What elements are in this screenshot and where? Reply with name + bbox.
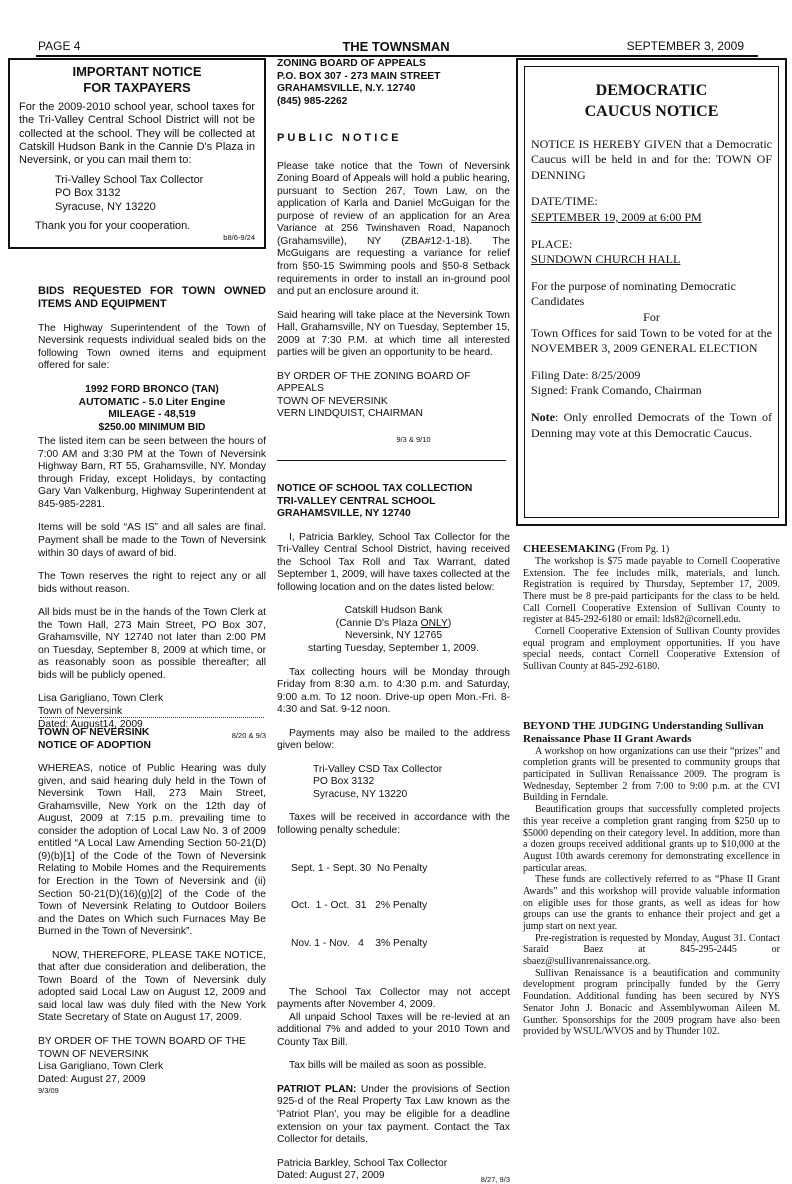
- school-tax-title-2: TRI-VALLEY CENTRAL SCHOOL: [277, 495, 436, 507]
- cheesemaking-article: [523, 543, 780, 673]
- school-tax-addr-3: Syracuse, NY 13220: [313, 788, 408, 800]
- caucus-notice: [524, 66, 779, 518]
- schedule-row: Nov. 1 - Nov. 4 3% Penalty: [291, 937, 428, 949]
- column-1: [19, 58, 266, 249]
- school-tax-addr-2: PO Box 3132: [313, 776, 375, 788]
- adoption-p2: NOW, THEREFORE, PLEASE TAKE NOTICE, that after due consideration and deliberation, the Town Board of the Town of Neversink duly adopted said Local Law on August 12, 2009 and said local law was duly filed with the New York State Secretary of State on August 17, 2009.: [38, 949, 266, 1024]
- school-tax-sig-1: Patricia Barkley, School Tax Collector: [277, 1157, 448, 1169]
- judging-article: [523, 720, 780, 1038]
- school-tax-sig-2: Dated: August 27, 2009: [277, 1170, 385, 1182]
- cheese-heading: CHEESEMAKING (From Pg. 1): [523, 543, 670, 555]
- adoption-sig-2: Lisa Garigliano, Town Clerk: [38, 1061, 164, 1073]
- zoning-title: PUBLIC NOTICE: [277, 132, 402, 145]
- bids-item-3: MILEAGE - 48,519: [108, 409, 196, 421]
- caucus-p1: NOTICE IS HEREBY GIVEN that a Democratic Caucus will be held in and for the: TOWN OF DENNING: [531, 136, 772, 182]
- school-tax-loc-3: Neversink, NY 12765: [344, 630, 443, 642]
- separator-rule: [277, 460, 506, 461]
- school-tax-loc-4: starting Tuesday, September 1, 2009.: [308, 643, 479, 655]
- bids-sig-2: Town of Neversink: [38, 706, 123, 718]
- judging-p3: These funds are collectively referred to as “Phase II Grant Awards” and this workshop will provide valuable information on eligible uses for those grants, as well as ideas for how groups can use the grants to enhance their project and get a jump start on next year.: [523, 874, 780, 933]
- school-tax-p2: Tax collecting hours will be Monday through Friday from 8:30 a.m. to 4:30 p.m. and Saturday, 9:00 a.m. To 12 noon. Drive-up open Mon.-Fri. 8-4:30 and Sat. 9-12 noon.: [277, 666, 510, 716]
- zoning-header-3: GRAHAMSVILLE, N.Y. 12740: [277, 83, 416, 95]
- adoption-p1: WHEREAS, notice of Public Hearing was duly given, and said hearing duly held in the Town of Neversink Town Hall, 273 Main Street, Grahamsville, New York on the 12th day of August, 2009 at 7:15 p.m. prevailing time to consider the adoption of Local Law No. 3 of 2009 entitled “A Local Law Amending Section 50-21(D)(9)(b)[1] of the Code of the Town of Neversink Relating to Mobile Homes and the Requirements for Erection in the Town of Neversink and (ii) Section 50-21(D)(16)(g)[2] of the Code of the Town of Neversink Relating to Outdoor Boilers and the Dates on Which such Furnaces May Be Burned in the Town of Neversink”.: [38, 763, 266, 938]
- bids-sig-1: Lisa Garigliano, Town Clerk: [38, 693, 164, 705]
- zoning-p2: Said hearing will take place at the Neversink Town Hall, Grahamsville, NY on Tuesday, September 15, 2009 at 7:30 P.M. at which time all interested parties will be given an opportunity to be heard.: [277, 309, 510, 359]
- caucus-dt-label: DATE/TIME:: [531, 194, 598, 209]
- schedule-row: Sept. 1 - Sept. 30 No Penalty: [291, 862, 428, 874]
- taxpayers-addr-3: Syracuse, NY 13220: [55, 200, 156, 213]
- school-tax-addr-1: Tri-Valley CSD Tax Collector: [313, 763, 443, 775]
- patriot-plan: PATRIOT PLAN: Under the provisions of Section 925-d of the Real Property Tax Law known as the 'Patriot Plan', you may be eligible for a deadline extension on your tax payment. Contact the Tax Collector for details.: [277, 1083, 511, 1146]
- school-tax-p5: The School Tax Collector may not accept payments after November 4, 2009.: [277, 986, 510, 1011]
- bids-p2: Items will be sold “AS IS” and all sales are final. Payment shall be made to the Town of Neversink within 30 days of award of bid.: [38, 522, 266, 559]
- caucus-filing: Filing Date: 8/25/2009: [531, 367, 641, 382]
- taxpayers-title-2: FOR TAXPAYERS: [83, 79, 191, 95]
- caucus-note: Note: Only enrolled Democrats of the Town of Denning may vote at this Democratic Caucus.: [531, 409, 772, 440]
- bids-title: BIDS REQUESTED FOR TOWN OWNED ITEMS AND EQUIPMENT: [38, 285, 266, 311]
- school-tax-p3: Payments may also be mailed to the address given below:: [277, 727, 510, 752]
- zoning-code: 9/3 & 9/10: [396, 434, 431, 444]
- zoning-notice: [277, 58, 510, 444]
- cheese-p2: Cornell Cooperative Extension of Sullivan County provides equal program and employment opportunities. If you have special needs, contact Cornell Cooperative Extension of Sullivan County at 845-292-6180.: [523, 625, 780, 673]
- taxpayers-thanks: Thank you for your cooperation.: [35, 219, 191, 232]
- judging-p2: Beautification groups that successfully completed projects this year receive a completion grant ranging from $250 up to $5000 depending on their category level. In addition, more than a dozen groups received additional grants up to $10,000 at the August 10th awards ceremony for demonstrating excellence in particular areas.: [523, 804, 780, 874]
- school-tax-p7: Tax bills will be mailed as soon as possible.: [289, 1060, 487, 1072]
- school-tax-notice: [277, 483, 510, 1184]
- bids-intro: The Highway Superintendent of the Town of Neversink requests individual sealed bids on the following Town owned items and equipment offered for sale:: [38, 322, 266, 372]
- judging-title: BEYOND THE JUDGING Understanding Sullivan Renaissance Phase II Grant Awards: [523, 720, 764, 745]
- school-tax-loc-1: Catskill Hudson Bank: [344, 605, 443, 617]
- bids-notice: [38, 285, 266, 740]
- caucus-signed: Signed: Frank Comando, Chairman: [531, 383, 702, 398]
- taxpayers-code: b8/6-9/24: [223, 233, 255, 243]
- school-tax-loc-2: (Cannie D's Plaza ONLY): [335, 617, 452, 629]
- caucus-place-label: PLACE:: [531, 236, 573, 251]
- caucus-p2: For the purpose of nominating Democratic Candidates: [531, 278, 736, 309]
- caucus-p2b: For: [643, 309, 660, 324]
- bids-item-2: AUTOMATIC - 5.0 Liter Engine: [78, 396, 226, 408]
- school-tax-p6: All unpaid School Taxes will be re-levied at an additional 7% and added to your 2010 Town and County Tax Bill.: [277, 1011, 510, 1048]
- zoning-p1: Please take notice that the Town of Neversink Zoning Board of Appeals will hold a public hearing, pursuant to Section 267, Town Law, on the application of Karla and Daniel McGuigan for the purpose of review of an application for an Area Variance at 256 Twinshaven Road, Napanoch (Grahamsville), NY (ZBA#12-1-18). The McGuigans are requesting a variance for relief from §50-15 Swimming pools and §50-8 Setback requirements in order to install an in-ground pool and put an enclosure around it.: [277, 160, 510, 298]
- taxpayers-addr-1: Tri-Valley School Tax Collector: [55, 173, 204, 186]
- zoning-header-4: (845) 985-2262: [277, 95, 348, 107]
- taxpayers-body: For the 2009-2010 school year, school taxes for the Tri-Valley Central School District will not be collected at the school. They will be collected at Catskill Hudson Bank in the Cannie D's Plaza in Neversink, or you can mail them to:: [19, 100, 255, 167]
- page-number: PAGE 4: [38, 39, 81, 53]
- taxpayers-notice: [8, 58, 266, 249]
- school-tax-title-3: GRAHAMSVILLE, NY 12740: [277, 508, 411, 520]
- schedule-row: Oct. 1 - Oct. 31 2% Penalty: [291, 900, 428, 912]
- taxpayers-addr-2: PO Box 3132: [55, 187, 121, 200]
- caucus-place-value: SUNDOWN CHURCH HALL: [531, 252, 681, 267]
- separator-dotted: [40, 717, 264, 718]
- zoning-header-1: ZONING BOARD OF APPEALS: [277, 58, 426, 69]
- zoning-sig-2: TOWN OF NEVERSINK: [277, 395, 388, 407]
- caucus-title-1: DEMOCRATIC: [595, 82, 708, 99]
- school-tax-p1: I, Patricia Barkley, School Tax Collector for the Tri-Valley Central School District, having received the School Tax Roll and Tax Warrant, dated September 1, 2009, will have taxes collected at the following location and on the dates listed below:: [277, 531, 510, 593]
- school-tax-title-1: NOTICE OF SCHOOL TAX COLLECTION: [277, 483, 473, 494]
- bids-item-1: 1992 FORD BRONCO (TAN): [85, 384, 219, 395]
- caucus-title-2: CAUCUS NOTICE: [584, 102, 719, 120]
- zoning-sig-3: VERN LINDQUIST, CHAIRMAN: [277, 408, 423, 420]
- judging-p5: Sullivan Renaissance is a beautification and community development program principally funded by the Gerry Foundation. Additional funding has been secured by NYS Senator John J. Bonacic and Assemblywoman Aileen M. Gunther. Sponsorships for the 2009 program have also been provided by WSUL/WVOS and by Thunder 102.: [523, 967, 780, 1038]
- adoption-code: 9/3/09: [38, 1086, 59, 1096]
- adoption-sig-1: BY ORDER OF THE TOWN BOARD OF THE TOWN OF NEVERSINK: [38, 1036, 246, 1060]
- bids-sig-3: Dated: August14, 2009: [38, 718, 143, 730]
- zoning-sig-1: BY ORDER OF THE ZONING BOARD OF APPEALS: [277, 370, 471, 395]
- taxpayers-title-1: IMPORTANT NOTICE: [72, 64, 202, 79]
- caucus-dt-value: SEPTEMBER 19, 2009 at 6:00 PM: [531, 209, 702, 224]
- adoption-notice: [38, 727, 266, 1095]
- judging-p4: Pre-registration is requested by Monday, August 31. Contact Saraid Baez at 845-295-2445 or sbaez@sullivanrenaissance.org.: [523, 932, 780, 968]
- school-tax-code: 8/27, 9/3: [480, 1174, 510, 1184]
- bids-item-4: $250.00 MINIMUM BID: [98, 421, 206, 433]
- adoption-title-1: TOWN OF NEVERSINK: [38, 727, 150, 738]
- header-rule: [36, 55, 758, 57]
- adoption-title-2: NOTICE OF ADOPTION: [38, 739, 151, 751]
- judging-p1: A workshop on how organizations can use their “prizes” and completion grants will be presented to community groups that participated in Sullivan Renaissance 2009. The program is Wednesday, September 2 from 7:00 to 9:00 p.m. at the CVI Building in Ferndale.: [523, 745, 780, 804]
- adoption-sig-3: Dated: August 27, 2009: [38, 1073, 146, 1085]
- bids-p3: The Town reserves the right to reject any or all bids without reason.: [38, 571, 266, 595]
- bids-code: 8/20 & 9/3: [231, 731, 266, 741]
- bids-p1: The listed item can be seen between the hours of 7:00 AM and 3:30 PM at the Town of Neversink Highway Barn, RT 55, Grahamsville, NY. Monday through Friday, except Holidays, by contacting Gary Van Valkenburg, Highway Superintendent at 845-985-2281.: [38, 436, 266, 510]
- caucus-p3: Town Offices for said Town to be voted for at the NOVEMBER 3, 2009 GENERAL ELECTION: [531, 325, 772, 356]
- zoning-header-2: P.O. BOX 307 - 273 MAIN STREET: [277, 70, 441, 82]
- paper-title: THE TOWNSMAN: [342, 39, 450, 54]
- cheese-p1: The workshop is $75 made payable to Cornell Cooperative Extension. The fee includes milk, materials, and lunch. Registration is required by Thursday, September 17, 2009. There must be 8 pre-paid participants for the class to be held. Call Cornell Cooperative Extension of Sullivan County to register at 845-292-6180 or email: lds82@cornell.edu.: [523, 555, 780, 626]
- school-tax-p4: Taxes will be received in accordance with the following penalty schedule:: [277, 812, 510, 837]
- issue-date: SEPTEMBER 3, 2009: [626, 39, 744, 53]
- bids-p4: All bids must be in the hands of the Town Clerk at the Town Hall, 273 Main Street, PO Box 307, Grahamsville, NY 12740 not later than 2:00 PM on Tuesday, September 8, 2009 at which time, or as reasonably soon as possible thereafter; all bids will be publicly opened.: [38, 607, 266, 681]
